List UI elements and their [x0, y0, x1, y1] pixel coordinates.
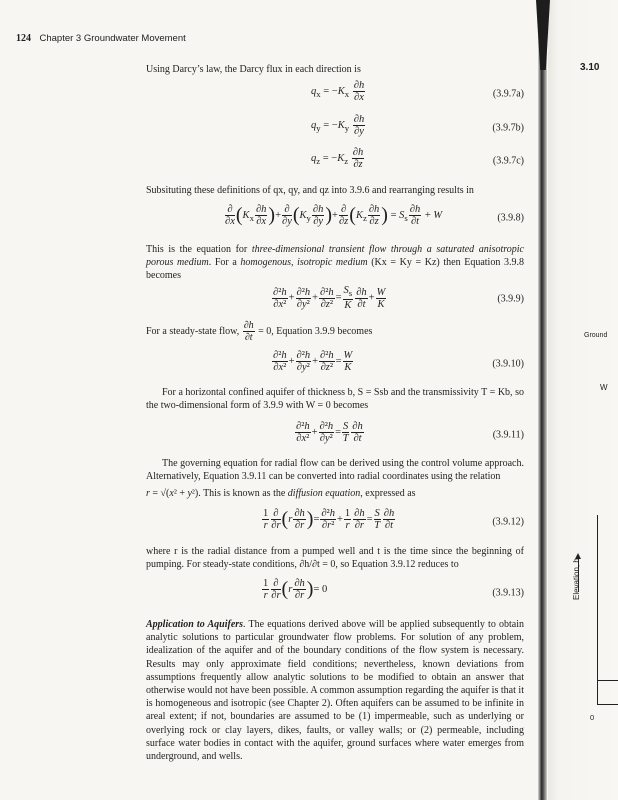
- book-spine: [538, 0, 547, 800]
- equation-3-9-11: $\frac{\text{∂²h}}{\text{∂x²}}$ + $\frac{\text{∂²h}}{\text{∂y²}}$ = $\frac{S}{T}$ $\frac{\partial h}{\partial t}$ (3.9.11): [296, 421, 524, 444]
- margin-section-number: 3.10: [580, 62, 600, 73]
- intro-text: Using Darcy’s law, the Darcy flux in each direction is: [146, 64, 361, 75]
- application-heading: Application to Aquifers: [146, 619, 244, 630]
- eq-number: (3.9.8): [497, 212, 524, 224]
- eq-number: (3.9.7b): [492, 122, 524, 134]
- margin-elevation-label: Elevation, h: [572, 558, 581, 600]
- three-d-text: This is the equation for three-dimensional transient flow through a saturated anisotropic porous medium. For a homogenous, isotropic medium (Kx = Ky = Kz) then Equation 3.9.8 becomes: [146, 244, 524, 282]
- eq-number: (3.9.7c): [492, 155, 524, 167]
- equation-3-9-7c: $q_z = -K_z$ $\frac{\partial h}{\partial z}$ (3.9.7c): [311, 147, 524, 170]
- equation-3-9-13: $\frac{1}{r}$ $\frac{\partial}{\partial r}$ (r $\frac{\partial h}{\partial r}$ )= 0 (3.9.13): [263, 578, 524, 601]
- eq-number: (3.9.11): [492, 429, 524, 441]
- horizontal-aquifer-text: For a horizontal confined aquifer of thickness b, S = Ssb and the transmissivity T = Kb, so the two-dimensional form of 3.9.9 with W = 0 becomes: [146, 387, 524, 412]
- equation-3-9-7a: $q_x = -K_x$ $\frac{\partial h}{\partial x}$ (3.9.7a): [311, 80, 524, 103]
- eq-number: (3.9.7a): [492, 88, 524, 100]
- margin-axis-tick: [597, 680, 618, 681]
- margin-zero-label: 0: [590, 713, 595, 722]
- radial-relation-text: r = √(x² + y²). This is known as the diffusion equation, expressed as: [146, 488, 416, 499]
- eq-number: (3.9.13): [492, 587, 524, 599]
- running-header: [16, 33, 186, 44]
- equation-3-9-9: $\frac{\text{∂²h}}{\text{∂x²}}$ + $\frac{\text{∂²h}}{\text{∂y²}}$ + $\frac{\text{∂²h}}{\text{∂z²}}$ = $\frac{S_s}{K}$ $\frac{\partial h}{\partial t}$ + $\frac{W}{K}$ (3.9.9): [273, 285, 524, 312]
- page-number: 124: [16, 33, 31, 44]
- equation-3-9-8: $\frac{\partial}{\partial x}$ ($K_x$ $\frac{\partial h}{\partial x}$ )+ $\frac{\partial}{\partial y}$ ($K_y$ $\frac{\partial h}{\partial y}$ )+ $\frac{\partial}{\partial z}$ ($K_z$ $\frac{\partial h}{\partial z}$ ) = $S_s$ $\frac{\partial h}{\partial t}$ + W (3.9.8): [225, 204, 524, 227]
- equation-3-9-12: $\frac{1}{r}$ $\frac{\partial}{\partial r}$ (r $\frac{\partial h}{\partial r}$ )= $\frac{\text{∂²h}}{\text{∂r²}}$ + $\frac{1}{r}$ $\frac{\partial h}{\partial r}$ = $\frac{S}{T}$ $\frac{\partial h}{\partial t}$ (3.9.12): [263, 508, 524, 531]
- margin-axis-base: [597, 704, 618, 705]
- radial-flow-text: The governing equation for radial flow can be derived using the control volume approach. Alternatively, Equation 3.9.11 can be converted into radial coordinates using the relation: [146, 458, 524, 483]
- chapter-title: Chapter 3 Groundwater Movement: [39, 33, 186, 44]
- substituting-text: Subsituting these definitions of qx, qy, and qz into 3.9.6 and rearranging results in: [146, 185, 474, 196]
- margin-w-label: W: [600, 383, 608, 392]
- eq-number: (3.9.10): [492, 358, 524, 370]
- equation-3-9-7b: $q_y = -K_y$ $\frac{\partial h}{\partial y}$ (3.9.7b): [311, 114, 524, 137]
- steady-state-text: For a steady-state flow, $\frac{\partial h}{\partial t}$ = 0, Equation 3.9.9 becomes: [146, 320, 373, 343]
- where-text: where r is the radial distance from a pumped well and t is the time since the beginning of pumping. For steady-state conditions, ∂h/∂t = 0, so Equation 3.9.12 reduces to: [146, 546, 524, 571]
- application-paragraph: Application to Aquifers. The equations derived above will be applied subsequently to obtain analytic solutions to particular groundwater flow problems. For solution of any problem, idealization of the aquifer and of the boundary conditions of the flow system is necessary. Results may only approximate field conditions; nevertheless, known deviations from assumptions frequently allow analytic solutions to be modified to obtain an answer that otherwise would not have been possible. A common assumption regarding the aquifer is that it is homogeneous and isotropic (see Chapter 2). Often aquifers can be assumed to be infinite in areal extent; if not, boundaries are assumed to be (1) impermeable, such as underlying or overlying rock or clay layers, dikes, faults, or valley walls; or (2) permeable, including surface water bodies in contact with the aquifer, ground surfaces where water emerges from underground, and wells.: [146, 619, 524, 763]
- equation-3-9-10: $\frac{\text{∂²h}}{\text{∂x²}}$ + $\frac{\text{∂²h}}{\text{∂y²}}$ + $\frac{\text{∂²h}}{\text{∂z²}}$ = $\frac{W}{K}$ (3.9.10): [273, 350, 524, 373]
- eq-number: (3.9.12): [492, 516, 524, 528]
- margin-ground-label: Ground: [584, 332, 608, 339]
- eq-number: (3.9.9): [497, 293, 524, 305]
- margin-axis-line: [597, 515, 598, 705]
